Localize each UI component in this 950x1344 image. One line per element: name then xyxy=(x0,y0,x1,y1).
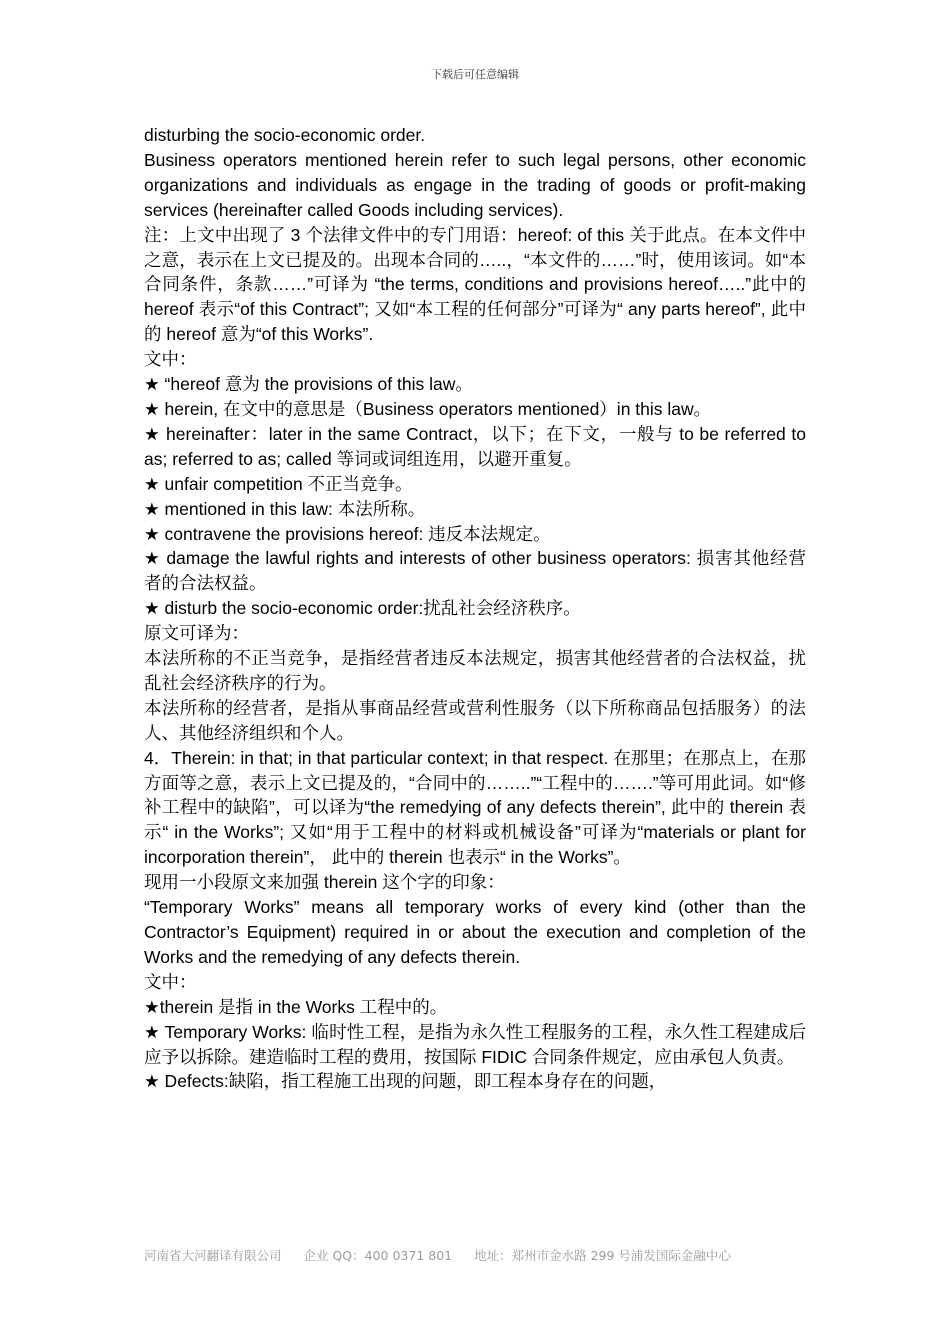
paragraph: ★ mentioned in this law: 本法所称。 xyxy=(144,498,426,519)
paragraph: ★ herein, 在文中的意思是（Business operators mentioned）in this law。 xyxy=(144,398,712,419)
paragraph: 文中： xyxy=(144,349,197,370)
footer-address: 地址：郑州市金水路 299 号浦发国际金融中心 xyxy=(474,1248,731,1263)
paragraph: 本法所称的不正当竞争，是指经营者违反本法规定，损害其他经营者的合法权益，扰乱社会经济秩序的行为。 xyxy=(144,648,806,693)
paragraph: ★ “hereof 意为 the provisions of this law。 xyxy=(144,374,473,395)
paragraph: “Temporary Works” means all temporary works of every kind (other than the Contractor’s Equipment) required in or about the execution and completion of the Works and the remedying of any defects therein. xyxy=(144,897,806,967)
paragraph: ★ Temporary Works: 临时性工程，是指为永久性工程服务的工程，永久性工程建成后应予以拆除。建造临时工程的费用，按国际 FIDIC 合同条件规定，应由承包人负责。 xyxy=(144,1021,806,1067)
footer-company: 河南省大河翻译有限公司 xyxy=(144,1248,282,1263)
paragraph: 注：上文中出现了 3 个法律文件中的专门用语：hereof: of this 关于此点。在本文件中之意，表示在上文已提及的。出现本合同的…..，“本文件的……”时，使用该词。如“本合同条件，条款……”可译为 “the terms, conditions and provisions hereof…..”此中的 hereof 表示“of this Contract”; 又如“本工程的任何部分”可译为“ any parts hereof”, 此中的 hereof 意为“of this Works”. xyxy=(144,224,806,345)
page-header: 下载后可任意编辑 xyxy=(431,68,519,81)
paragraph: ★ contravene the provisions hereof: 违反本法规定。 xyxy=(144,523,551,544)
paragraph: 文中： xyxy=(144,971,197,992)
paragraph: ★ unfair competition 不正当竞争。 xyxy=(144,473,413,494)
paragraph: disturbing the socio-economic order. xyxy=(144,125,426,145)
paragraph: 现用一小段原文来加强 therein 这个字的印象： xyxy=(144,872,505,893)
page-footer xyxy=(144,1246,806,1264)
paragraph: Business operators mentioned herein refer to such legal persons, other economic organizations and individuals as engage in the trading of goods or profit-making services (hereinafter called Goods including services). xyxy=(144,149,806,220)
paragraph: 4．Therein: in that; in that particular context; in that respect. 在那里；在那点上，在那方面等之意，表示上文已提及的，“合同中的……..”“工程中的…….”等可用此词。如“修补工程中的缺陷”，可以译为“the remedying of any defects therein”, 此中的 therein 表示“ in the Works”; 又如“用于工程中的材料或机械设备”可译为“materials or plant for incorporation therein”， 此中的 therein 也表示“ in the Works”。 xyxy=(144,747,806,868)
paragraph: ★ Defects:缺陷，指工程施工出现的问题，即工程本身存在的问题， xyxy=(144,1071,667,1092)
paragraph: ★therein 是指 in the Works 工程中的。 xyxy=(144,996,448,1017)
paragraph: ★ hereinafter：later in the same Contract，以下；在下文，一般与 to be referred to as; referred to as; called 等词或词组连用，以避开重复。 xyxy=(144,423,806,469)
paragraph: ★ disturb the socio-economic order:扰乱社会经济秩序。 xyxy=(144,598,581,619)
paragraph: 原文可译为： xyxy=(144,623,249,644)
document-body xyxy=(144,123,806,1094)
paragraph: ★ damage the lawful rights and interests of other business operators: 损害其他经营者的合法权益。 xyxy=(144,548,806,594)
paragraph: 本法所称的经营者，是指从事商品经营或营利性服务（以下所称商品包括服务）的法人、其他经济组织和个人。 xyxy=(144,697,806,743)
footer-qq: 企业 QQ：400 0371 801 xyxy=(303,1248,453,1263)
